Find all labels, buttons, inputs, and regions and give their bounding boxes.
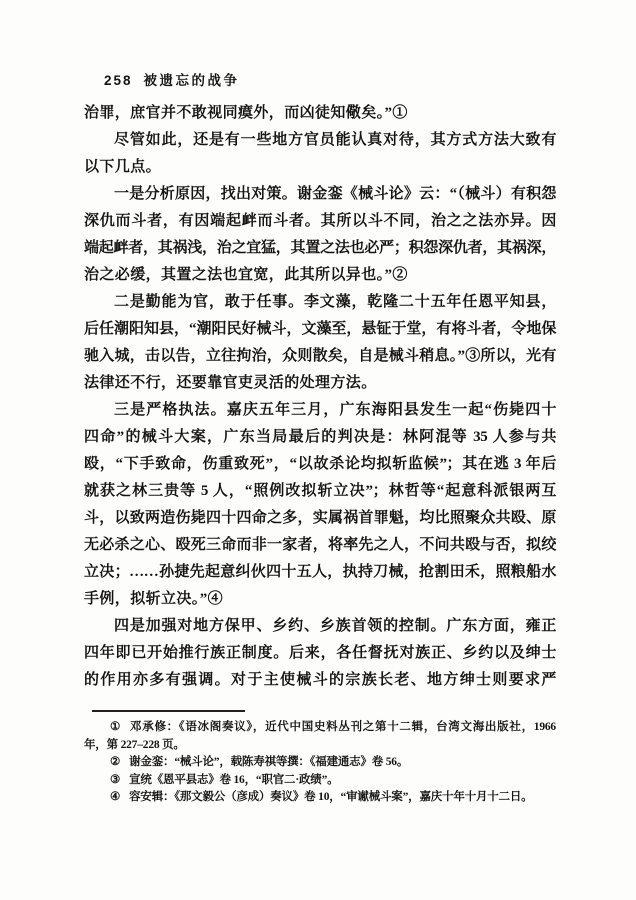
footnote-text: 容安辑：《那文毅公（彦成）奏议》卷 10，“审谳械斗案”，嘉庆十年十月十二日。 bbox=[129, 791, 533, 803]
footnote-marker: ③ bbox=[110, 773, 121, 786]
body-line: 以下几点。 bbox=[84, 159, 162, 175]
body-line: 驰入城，击以告，立往拘治，众则散矣，自是械斗稍息。”③所以，光有 bbox=[84, 348, 556, 364]
body-line: 尽管如此，还是有一些地方官员能认真对待，其方式方法大致有 bbox=[114, 132, 556, 148]
footnote-line bbox=[84, 719, 556, 737]
footnote-line bbox=[84, 737, 556, 755]
body-line: 一是分析原因，找出对策。谢金銮《械斗论》云：“（械斗）有积怨 bbox=[114, 186, 556, 202]
body-line: 四命”的械斗大案，广东当局最后的判决是：林阿混等 35 人参与共 bbox=[84, 429, 556, 445]
footnote-text: 年，第 227–228 页。 bbox=[84, 738, 185, 751]
body-line: 四年即已开始推行族正制度。后来，各任督抚对族正、乡约以及绅士 bbox=[84, 645, 556, 661]
body-line: 端起衅者，其祸浅，治之宜猛，其置之法也必严；积怨深仇者，其祸深， bbox=[84, 240, 556, 256]
footnote-separator bbox=[92, 710, 245, 712]
footnote-marker: ④ bbox=[110, 791, 121, 803]
body-line: 后任潮阳知县，“潮阳民好械斗，文藻至，悬钲于堂，有将斗者，令地保 bbox=[84, 321, 556, 337]
footnote-text: 宣统《恩平县志》卷 16，“职官二·政绩”。 bbox=[129, 773, 339, 786]
body-line: 治罪，庶官并不敢视同瘼外，而凶徒知儆矣。”① bbox=[84, 105, 408, 121]
body-line: 深仇而斗者，有因端起衅而斗者。其所以斗不同，治之之法亦异。因 bbox=[84, 213, 556, 229]
footnote-marker: ② bbox=[110, 756, 121, 768]
body-line: 就获之林三贵等 5 人，“照例改拟斩立决”；林哲等“起意科派银两互 bbox=[84, 483, 556, 499]
body-line: 治之必缓，其置之法也宜宽，此其所以异也。”② bbox=[84, 267, 408, 283]
footnote-line bbox=[84, 772, 556, 790]
footnotes bbox=[84, 719, 556, 807]
page-number: 258 bbox=[104, 73, 133, 88]
body-line: 二是勤能为官，敢于任事。李文藻，乾隆二十五年任恩平知县， bbox=[114, 294, 556, 310]
body-line: 三是严格执法。嘉庆五年三月，广东海阳县发生一起“伤毙四十 bbox=[114, 402, 556, 418]
footnote-text: 谢金銮：“械斗论”，载陈寿祺等撰：《福建通志》卷 56。 bbox=[129, 756, 409, 768]
body-line: 斗，以致两造伤毙四十四命之多，实属祸首罪魁，均比照聚众共殴、原 bbox=[84, 510, 556, 526]
body-line: 立决；……孙捷先起意纠伙四十五人，执持刀械，抢割田禾，照粮船水 bbox=[84, 564, 556, 580]
body-line: 殴，“下手致命，伤重致死”，“以故杀论均拟斩监候”；其在逃 3 年后 bbox=[84, 456, 556, 472]
footnote-line bbox=[84, 789, 556, 807]
body-line: 手例，拟斩立决。”④ bbox=[84, 591, 224, 607]
running-title: 被遗忘的战争 bbox=[143, 73, 240, 88]
page-header bbox=[104, 69, 240, 89]
body-text bbox=[84, 100, 556, 694]
footnote-text: 邓承修：《语冰阁奏议》，近代中国史料丛刊之第十二辑，台湾文海出版社，1966 bbox=[130, 721, 556, 733]
body-line: 无必杀之心、殴死三命而非一家者，将率先之人，不问共殴与否，拟绞 bbox=[84, 537, 556, 553]
body-line: 法律还不行，还要靠官吏灵活的处理方法。 bbox=[84, 375, 377, 391]
footnote-line bbox=[84, 754, 556, 772]
body-line: 的作用亦多有强调。对于主使械斗的宗族长老、地方绅士则要求严 bbox=[84, 672, 556, 688]
footnote-marker: ① bbox=[110, 721, 122, 733]
body-line: 四是加强对地方保甲、乡约、乡族首领的控制。广东方面，雍正 bbox=[114, 618, 556, 634]
